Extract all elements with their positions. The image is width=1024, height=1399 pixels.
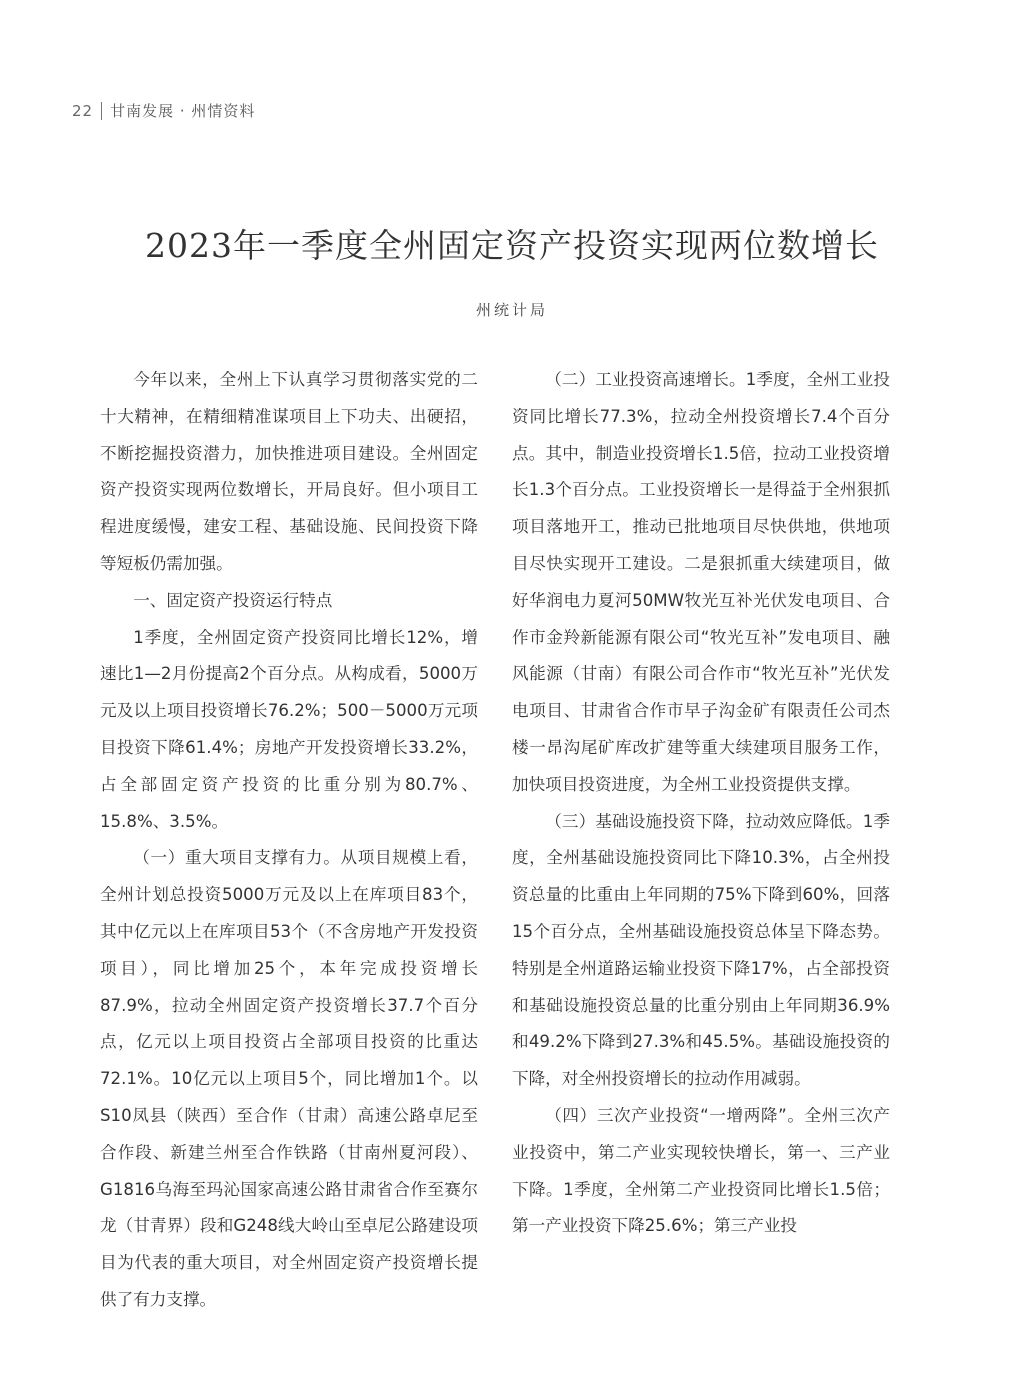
intro-paragraph: 今年以来，全州上下认真学习贯彻落实党的二十大精神，在精细精准谋项目上下功夫、出硬招，不断挖掘投资潜力，加快推进项目建设。全州固定资产投资实现两位数增长，开局良好。但小项目工程进度缓慢，建安工程、基础设施、民间投资下降等短板仍需加强。 (100, 370, 478, 573)
body-paragraph: （四）三次产业投资“一增两降”。全州三次产业投资中，第二产业实现较快增长，第一、三产业下降。1季度，全州第二产业投资同比增长1.5倍；第一产业投资下降25.6%；第三产业投 (512, 1105, 890, 1236)
body-paragraph: 1季度，全州固定资产投资同比增长12%，增速比1—2月份提高2个百分点。从构成看，5000万元及以上项目投资增长76.2%；500－5000万元项目投资下降61.4%；房地产开发投资增长33.2%，占全部固定资产投资的比重分别为80.7%、15.8%、3.5%。 (100, 627, 478, 831)
body-paragraph: （二）工业投资高速增长。1季度，全州工业投资同比增长77.3%，拉动全州投资增长7.4个百分点。其中，制造业投资增长1.5倍，拉动工业投资增长1.3个百分点。工业投资增长一是得益于全州狠抓项目落地开工，推动已批地项目尽快供地，供地项目尽快实现开工建设。二是狠抓重大续建项目，做好华润电力夏河50MW牧光互补光伏发电项目、合作市金羚新能源有限公司“牧光互补”发电项目、融风能源（甘南）有限公司合作市“牧光互补”光伏发电项目、甘肃省合作市早子沟金矿有限责任公司杰楼一昂沟尾矿库改扩建等重大续建项目服务工作，加快项目投资进度，为全州工业投资提供支撑。 (512, 370, 890, 794)
section-heading: 一、固定资产投资运行特点 (133, 590, 333, 610)
left-column (100, 362, 478, 1319)
right-column (512, 362, 890, 1245)
body-paragraph: （一）重大项目支撑有力。从项目规模上看，全州计划总投资5000万元及以上在库项目83个，其中亿元以上在库项目53个（不含房地产开发投资项目），同比增加25个，本年完成投资增长87.9%，拉动全州固定资产投资增长37.7个百分点，亿元以上项目投资占全部项目投资的比重达72.1%。10亿元以上项目5个，同比增加1个。以S10凤县（陕西）至合作（甘肃）高速公路卓尼至合作段、新建兰州至合作铁路（甘南州夏河段）、G1816乌海至玛沁国家高速公路甘肃省合作至赛尔龙（甘青界）段和G248线大岭山至卓尼公路建设项目为代表的重大项目，对全州固定资产投资增长提供了有力支撑。 (100, 848, 478, 1309)
body-paragraph: （三）基础设施投资下降，拉动效应降低。1季度，全州基础设施投资同比下降10.3%，占全州投资总量的比重由上年同期的75%下降到60%，回落15个百分点，全州基础设施投资总体呈下降态势。特别是全州道路运输业投资下降17%，占全部投资和基础设施投资总量的比重分别由上年同期36.9%和49.2%下降到27.3%和45.5%。基础设施投资的下降，对全州投资增长的拉动作用减弱。 (512, 811, 890, 1089)
running-header (72, 100, 255, 121)
header-divider (101, 102, 102, 120)
article-title: 2023年一季度全州固定资产投资实现两位数增长 (145, 226, 879, 265)
publication-name: 甘南发展 · 州情资料 (110, 102, 256, 120)
page-number: 22 (72, 101, 94, 120)
article-author: 州统计局 (475, 301, 548, 319)
